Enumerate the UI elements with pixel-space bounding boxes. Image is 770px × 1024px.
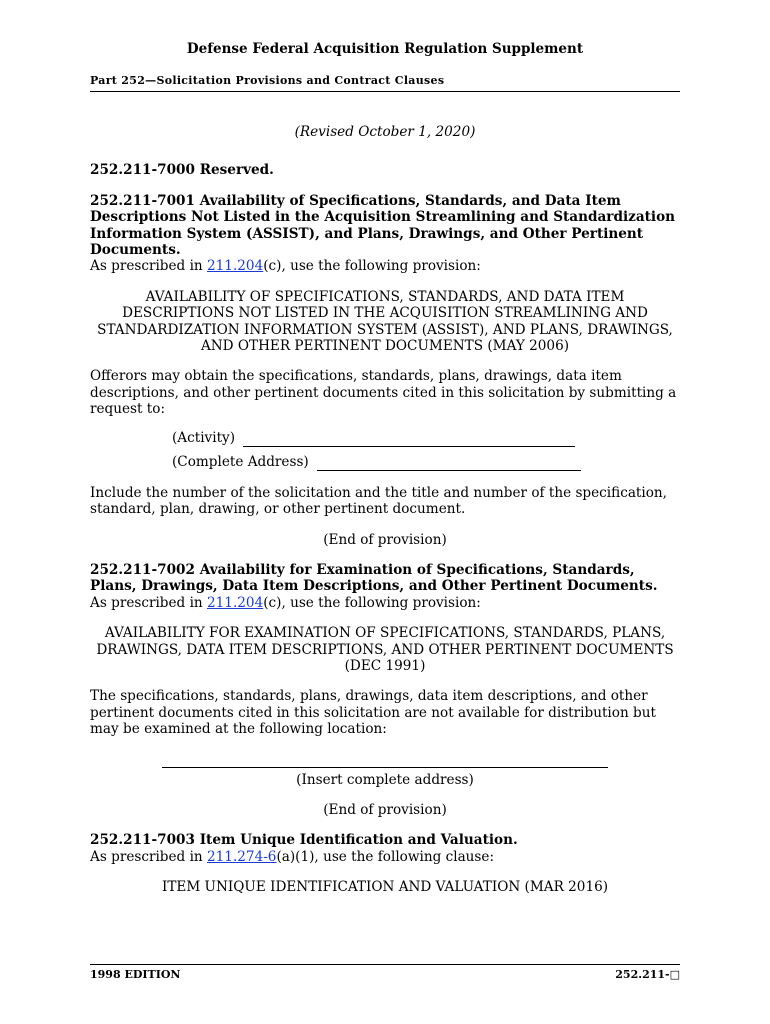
- insert-address-label: (Insert complete address): [296, 771, 474, 788]
- section-7001-heading: 252.211-7001 Availability of Specifications, Standards, and Data Item Descriptions Not Listed in the Acquisition Streamlining and Standardization Information System (ASSIST), and Plans, Drawings, and Other Pertinent Documents.: [90, 192, 676, 259]
- end-of-provision-7001: (End of provision): [323, 531, 447, 548]
- section-7002-prescription: As prescribed in 211.204(c), use the following provision:: [90, 594, 481, 611]
- activity-blank-line: [243, 434, 575, 447]
- insert-address-blank-line: [162, 765, 608, 768]
- document-body: [90, 124, 680, 896]
- section-7003-prescription: As prescribed in 211.274-6(a)(1), use the following clause:: [90, 848, 495, 865]
- complete-address-label: (Complete Address): [172, 454, 309, 471]
- provision-7001-title: AVAILABILITY OF SPECIFICATIONS, STANDARDS, AND DATA ITEM DESCRIPTIONS NOT LISTED IN THE ACQUISITION STREAMLINING AND STANDARDIZATION INFORMATION SYSTEM (ASSIST), AND PLANS, DRAWINGS, AND OTHER PERTINENT DOCUMENTS (MAY 2006): [97, 288, 673, 355]
- address-field-row: [172, 453, 680, 471]
- provision-7001-instructions: Include the number of the solicitation and the title and number of the specification, standard, plan, drawing, or other pertinent document.: [90, 484, 667, 518]
- section-7003-heading: 252.211-7003 Item Unique Identification and Valuation.: [90, 832, 518, 849]
- section-7000-heading: 252.211-7000 Reserved.: [90, 162, 274, 179]
- link-211-204[interactable]: 211.204: [207, 258, 264, 275]
- provision-7002-title: AVAILABILITY FOR EXAMINATION OF SPECIFICATIONS, STANDARDS, PLANS, DRAWINGS, DATA ITEM DESCRIPTIONS, AND OTHER PERTINENT DOCUMENTS (DEC 1991): [96, 625, 674, 674]
- provision-7002-body: The specifications, standards, plans, drawings, data item descriptions, and other pertinent documents cited in this solicitation are not available for distribution but may be examined at the following location:: [90, 688, 656, 738]
- activity-label: (Activity): [172, 430, 236, 447]
- footer-page-number: 252.211-□: [615, 968, 680, 981]
- footer-edition: 1998 EDITION: [90, 968, 181, 981]
- activity-field-row: [172, 429, 680, 447]
- running-header-title: Defense Federal Acquisition Regulation Supplement: [186, 41, 584, 57]
- section-7002-heading: 252.211-7002 Availability for Examination of Specifications, Standards, Plans, Drawings, Data Item Descriptions, and Other Pertinent Documents.: [90, 561, 658, 595]
- document-page: [90, 0, 680, 1024]
- end-of-provision-7002: (End of provision): [323, 801, 447, 818]
- clause-7003-title: ITEM UNIQUE IDENTIFICATION AND VALUATION (MAR 2016): [161, 879, 609, 896]
- link-211-274-6[interactable]: 211.274-6: [207, 848, 277, 865]
- provision-7001-body: Offerors may obtain the specifications, standards, plans, drawings, data item descriptions, and other pertinent documents cited in this solicitation by submitting a request to:: [90, 368, 677, 418]
- page-footer: [90, 964, 680, 981]
- link-211-204-second[interactable]: 211.204: [207, 594, 264, 611]
- running-header-part: Part 252—Solicitation Provisions and Contract Clauses: [90, 74, 680, 92]
- revision-date: (Revised October 1, 2020): [294, 124, 476, 140]
- address-blank-line: [317, 458, 581, 471]
- section-7001-prescription: As prescribed in 211.204(c), use the following provision:: [90, 258, 481, 275]
